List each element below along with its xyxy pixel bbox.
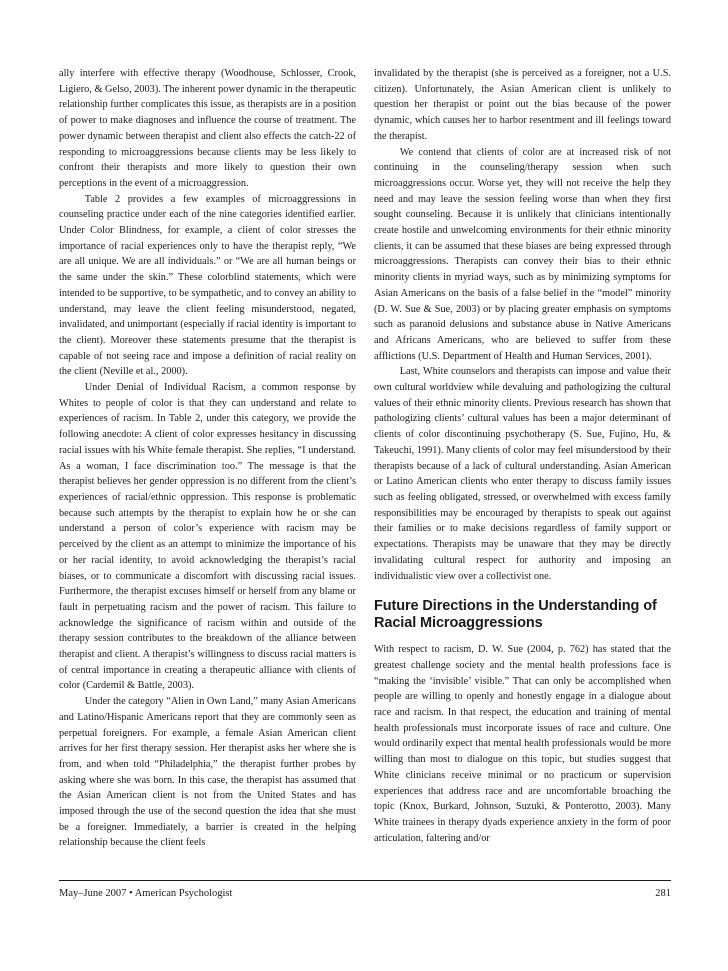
body-paragraph: ally interfere with effective therapy (Woodhouse, Schlosser, Crook, Ligiero, & Gelso, 2003). The inherent power dynamic in the therapeutic relationship further complicates this issue, as therapists are in a position of power to make diagnoses and influence the course of treatment. The power dynamic between therapist and client also effects the catch-22 of responding to microaggressions because clients may be less likely to confront their therapists and more likely to question their own perceptions in the event of a microaggression.	[59, 68, 356, 189]
body-paragraph: Last, White counselors and therapists can impose and value their own cultural worldview while devaluing and pathologizing the cultural values of their ethnic minority clients. Previous research has shown that pathologizing clients’ cultural values has been a major determinant of clients of color discontinuing psychotherapy (S. Sue, Fujino, Hu, & Takeuchi, 1991). Many clients of color may feel misunderstood by their therapists because of a lack of cultural understanding. Asian American or Latino American clients who enter therapy to discuss family issues such as feeling obligated, stressed, or overwhelmed with excess family responsibilities may be encouraged by therapists to speak out against their families or to make decisions regardless of family support or expectations. Therapists may be unaware that they may be directly invalidating cultural respect for authority and imposing an individualistic view over a collectivist one.	[374, 366, 671, 582]
section-heading: Future Directions in the Understanding of Racial Microaggressions	[374, 598, 657, 632]
right-column	[374, 66, 671, 846]
page-number: 281	[655, 888, 671, 899]
body-paragraph: invalidated by the therapist (she is perceived as a foreigner, not a U.S. citizen). Unfortunately, the Asian American client is unlikely to question her therapist or point out the bias because of the power dynamic, which causes her to harbor resentment and ill feelings toward the therapist.	[374, 68, 671, 142]
body-paragraph: Under the category “Alien in Own Land,” many Asian Americans and Latino/Hispanic Americans report that they are commonly seen as perpetual foreigners. For example, a female Asian American client arrives for her first therapy session. Her therapist asks her where she is from, and when told “Philadelphia,” the therapist further probes by asking where she was born. In this case, the therapist has assumed that the Asian American client is not from the United States and has imposed through the use of the second question the idea that she must be a foreigner. Immediately, a barrier is created in the helping relationship because the client feels	[59, 696, 356, 849]
journal-citation: May–June 2007 • American Psychologist	[59, 888, 233, 899]
left-column	[59, 66, 356, 851]
body-paragraph: We contend that clients of color are at increased risk of not continuing in the counseling/therapy session when such microaggressions occur. Worse yet, they will not receive the help they need and may leave the session feeling worse than when they first sought counseling. Because it is unlikely that clinicians intentionally create hostile and unwelcoming environments for their ethnic minority clients, it can be assumed that these biases are being expressed through microaggressions. Therapists can convey their bias to their ethnic minority clients in myriad ways, such as by minimizing symptoms for Asian Americans on the basis of a false belief in the “model” minority (D. W. Sue & Sue, 2003) or by placing greater emphasis on symptoms such as paranoid delusions and substance abuse in Native Americans and Africans Americans, who are believed to suffer from these afflictions (U.S. Department of Health and Human Services, 2001).	[374, 146, 671, 362]
footer-divider	[59, 880, 671, 881]
body-paragraph: With respect to racism, D. W. Sue (2004, p. 762) has stated that the greatest challenge society and the mental health professions face is “making the ‘invisible’ visible.” That can only be accomplished when people are willing to openly and honestly engage in a dialogue about race and racism. In that respect, the education and training of mental health professionals must incorporate issues of race and culture. One would ordinarily expect that mental health professionals would be more willing than most to dialogue on this topic, but studies suggest that White clinicians receive minimal or no practicum or supervision experiences that address race and are uncomfortable broaching the topic (Knox, Burkard, Johnson, Suzuki, & Ponterotto, 2003). Many White trainees in therapy dyads experience anxiety in the form of poor articulation, faltering and/or	[374, 644, 671, 844]
body-paragraph: Under Denial of Individual Racism, a common response by Whites to people of color is that they can understand and relate to experiences of racism. In Table 2, under this category, we provide the following anecdote: A client of color expresses hesitancy in discussing racial issues with his White female therapist. She replies, “I understand. As a woman, I face discrimination too.” The message is that the therapist believes her gender oppression is no different from the client’s experiences of racial/ethnic oppression. This response is problematic because such attempts by the therapist to explain how he or she can understand a person of color’s experience with racism may be perceived by the client as an attempt to minimize the importance of his or her racial identity, to avoid acknowledging the therapist’s racial biases, or to communicate a discomfort with discussing racial issues. Furthermore, the therapist excuses himself or herself from any blame or fault in perpetuating racism and the power of racism. This failure to acknowledge the significance of racism within and outside of the therapy session contributes to the breakdown of the alliance between therapist and client. A therapist’s willingness to discuss racial matters is of central importance in creating a therapeutic alliance with clients of color (Cardemil & Battle, 2003).	[59, 382, 356, 692]
body-paragraph: Table 2 provides a few examples of microaggressions in counseling practice under each of the nine categories identified earlier. Under Color Blindness, for example, a client of color stresses the importance of racial experiences only to have the therapist reply, “We are all unique. We are all individuals.” or “We are all human beings or the same under the skin.” These colorblind statements, which were intended to be supportive, to be sympathetic, and to convey an ability to understand, may leave the client feeling misunderstood, negated, invalidated, and unimportant (especially if racial identity is important to the client). Moreover these statements presume that the therapist is capable of not seeing race and impose a definition of racial reality on the client (Neville et al., 2000).	[59, 193, 356, 378]
